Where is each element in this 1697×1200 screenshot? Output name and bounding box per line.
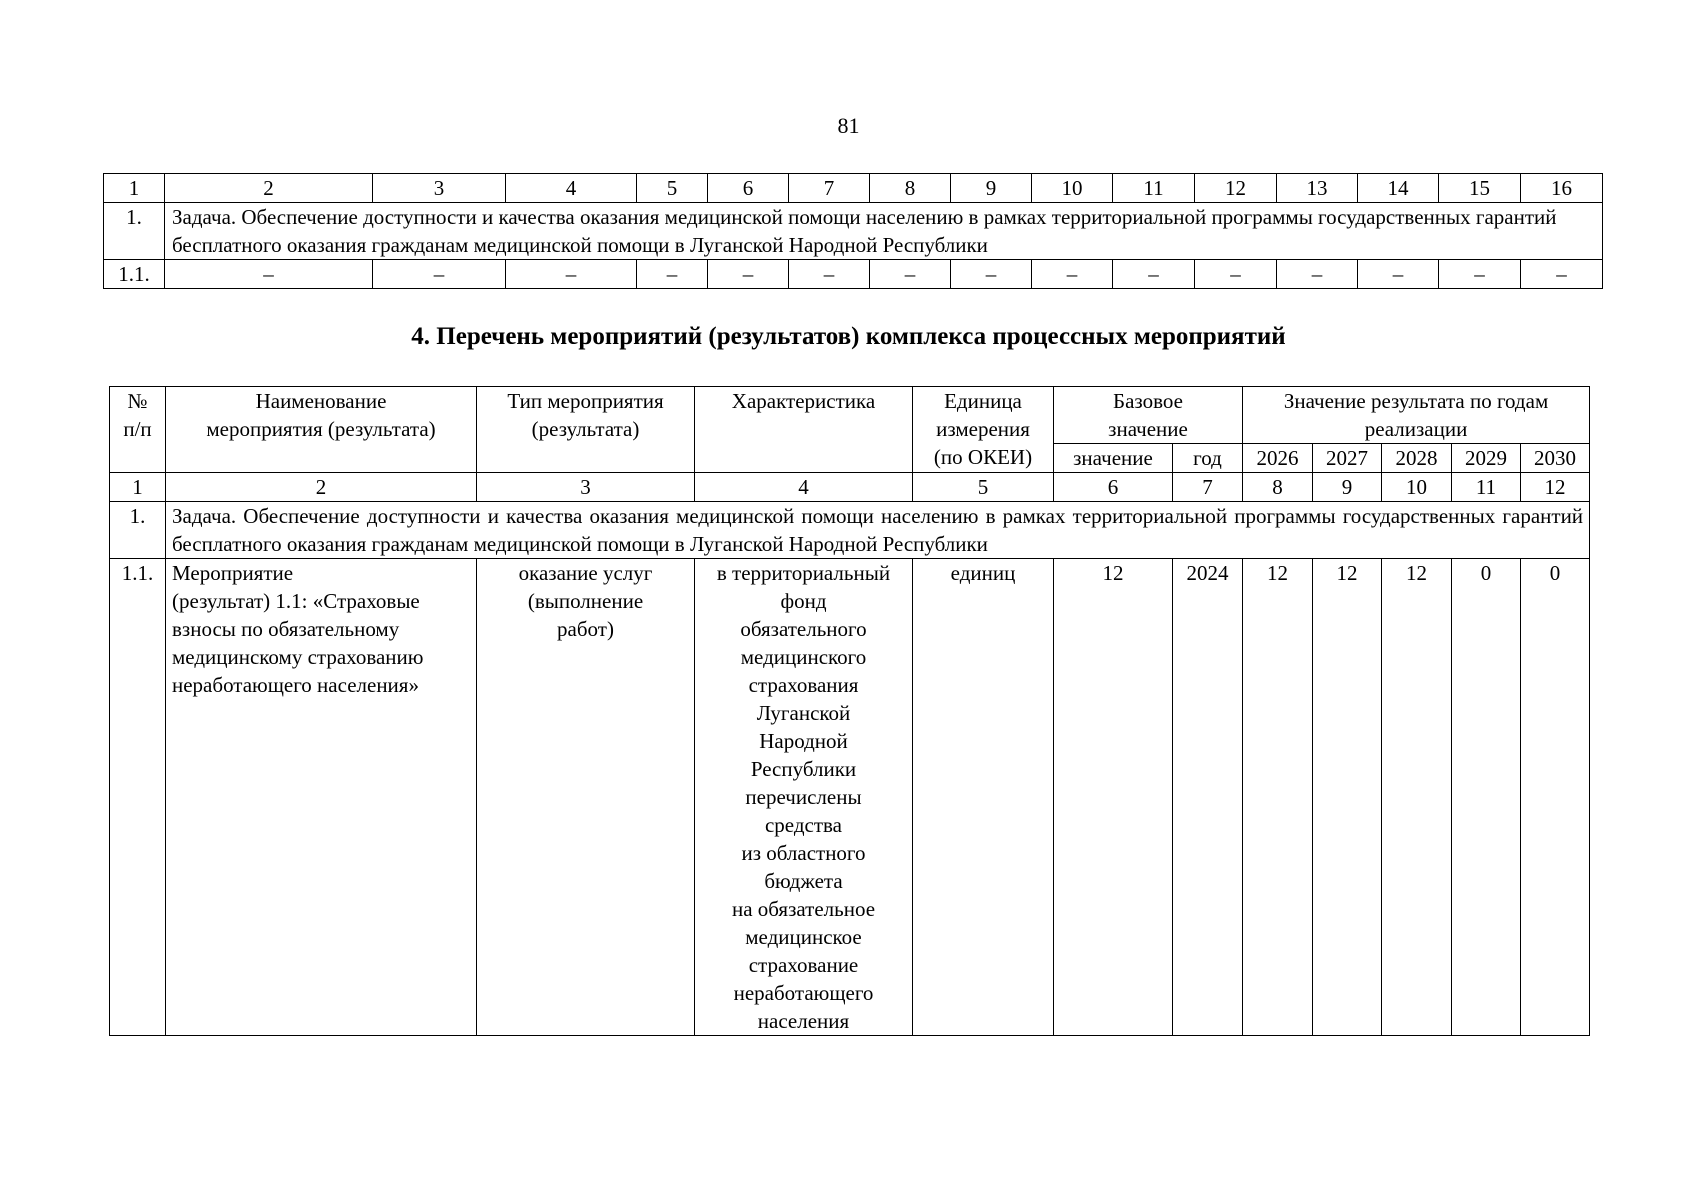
year-value: 0 bbox=[1521, 559, 1590, 1036]
header-base-year: год bbox=[1173, 444, 1243, 473]
header-base-value: значение bbox=[1054, 444, 1173, 473]
column-number: 5 bbox=[637, 174, 708, 203]
page-number: 81 bbox=[837, 113, 860, 138]
activity-unit: единиц bbox=[913, 559, 1054, 1036]
dash-cell: – bbox=[165, 260, 373, 289]
column-number: 4 bbox=[695, 473, 913, 502]
year-value: 12 bbox=[1313, 559, 1382, 1036]
dash-cell: – bbox=[789, 260, 870, 289]
header-year: 2027 bbox=[1313, 444, 1382, 473]
dash-cell: – bbox=[1358, 260, 1439, 289]
dash-cell: – bbox=[1195, 260, 1277, 289]
header-name: Наименование мероприятия (результата) bbox=[166, 387, 477, 473]
activity-type: оказание услуг (выполнение работ) bbox=[477, 559, 695, 1036]
column-number: 12 bbox=[1195, 174, 1277, 203]
header-years-group: Значение результата по годам реализации bbox=[1243, 387, 1590, 444]
table-row bbox=[104, 260, 1603, 289]
dash-cell: – bbox=[373, 260, 506, 289]
dash-cell: – bbox=[708, 260, 789, 289]
task-number: 1. bbox=[110, 502, 166, 559]
column-number: 2 bbox=[165, 174, 373, 203]
column-number: 12 bbox=[1521, 473, 1590, 502]
column-number: 5 bbox=[913, 473, 1054, 502]
column-number: 2 bbox=[166, 473, 477, 502]
dash-cell: – bbox=[1439, 260, 1521, 289]
column-number: 13 bbox=[1277, 174, 1358, 203]
column-number: 16 bbox=[1521, 174, 1603, 203]
base-year: 2024 bbox=[1173, 559, 1243, 1036]
activity-name: Мероприятие (результат) 1.1: «Страховые взносы по обязательному медицинскому страхованию неработающего населения» bbox=[166, 559, 477, 1036]
table-row bbox=[110, 559, 1590, 1036]
activities-table bbox=[109, 386, 1590, 1036]
header-characteristic: Характеристика bbox=[695, 387, 913, 473]
row-number: 1.1. bbox=[104, 260, 165, 289]
dash-cell: – bbox=[870, 260, 951, 289]
dash-cell: – bbox=[951, 260, 1032, 289]
dash-cell: – bbox=[1277, 260, 1358, 289]
column-number: 8 bbox=[1243, 473, 1313, 502]
header-year: 2030 bbox=[1521, 444, 1590, 473]
column-number: 9 bbox=[951, 174, 1032, 203]
dash-cell: – bbox=[1113, 260, 1195, 289]
column-number: 4 bbox=[506, 174, 637, 203]
year-value: 12 bbox=[1382, 559, 1452, 1036]
activity-characteristic: в территориальный фонд обязательного медицинского страхования Луганской Народной Республики перечислены средства из областного бюджета на обязательное медицинское страхование неработающего населения bbox=[695, 559, 913, 1036]
column-number: 6 bbox=[1054, 473, 1173, 502]
header-year: 2029 bbox=[1452, 444, 1521, 473]
continuation-table bbox=[103, 173, 1603, 289]
task-row bbox=[110, 502, 1590, 559]
header-number: № п/п bbox=[110, 387, 166, 473]
header-base: Базовое значение bbox=[1054, 387, 1243, 444]
header-year: 2026 bbox=[1243, 444, 1313, 473]
task-text: Задача. Обеспечение доступности и качества оказания медицинской помощи населению в рамках территориальной программы государственных гарантий бесплатного оказания гражданам медицинской помощи в Луганской Народной Республики bbox=[165, 203, 1603, 260]
year-value: 12 bbox=[1243, 559, 1313, 1036]
header-row-1 bbox=[110, 387, 1590, 444]
section-title: 4. Перечень мероприятий (результатов) комплекса процессных мероприятий bbox=[411, 323, 1286, 350]
column-number: 11 bbox=[1113, 174, 1195, 203]
header-unit: Единица измерения (по ОКЕИ) bbox=[913, 387, 1054, 473]
header-type: Тип мероприятия (результата) bbox=[477, 387, 695, 473]
dash-cell: – bbox=[506, 260, 637, 289]
row-number: 1.1. bbox=[110, 559, 166, 1036]
column-number: 9 bbox=[1313, 473, 1382, 502]
column-number: 10 bbox=[1382, 473, 1452, 502]
column-number: 6 bbox=[708, 174, 789, 203]
column-number: 3 bbox=[373, 174, 506, 203]
task-text: Задача. Обеспечение доступности и качества оказания медицинской помощи населению в рамках территориальной программы государственных гарантий бесплатного оказания гражданам медицинской помощи в Луганской Народной Республики bbox=[166, 502, 1590, 559]
column-number: 10 bbox=[1032, 174, 1113, 203]
column-number: 7 bbox=[789, 174, 870, 203]
dash-cell: – bbox=[1032, 260, 1113, 289]
column-number: 8 bbox=[870, 174, 951, 203]
dash-cell: – bbox=[637, 260, 708, 289]
task-number: 1. bbox=[104, 203, 165, 260]
column-number: 1 bbox=[110, 473, 166, 502]
column-number: 14 bbox=[1358, 174, 1439, 203]
column-number: 7 bbox=[1173, 473, 1243, 502]
year-value: 0 bbox=[1452, 559, 1521, 1036]
task-row bbox=[104, 203, 1603, 260]
column-number: 3 bbox=[477, 473, 695, 502]
column-number: 15 bbox=[1439, 174, 1521, 203]
base-value: 12 bbox=[1054, 559, 1173, 1036]
dash-cell: – bbox=[1521, 260, 1603, 289]
column-number: 11 bbox=[1452, 473, 1521, 502]
column-number: 1 bbox=[104, 174, 165, 203]
header-year: 2028 bbox=[1382, 444, 1452, 473]
column-number-row bbox=[104, 174, 1603, 203]
column-number-row bbox=[110, 473, 1590, 502]
